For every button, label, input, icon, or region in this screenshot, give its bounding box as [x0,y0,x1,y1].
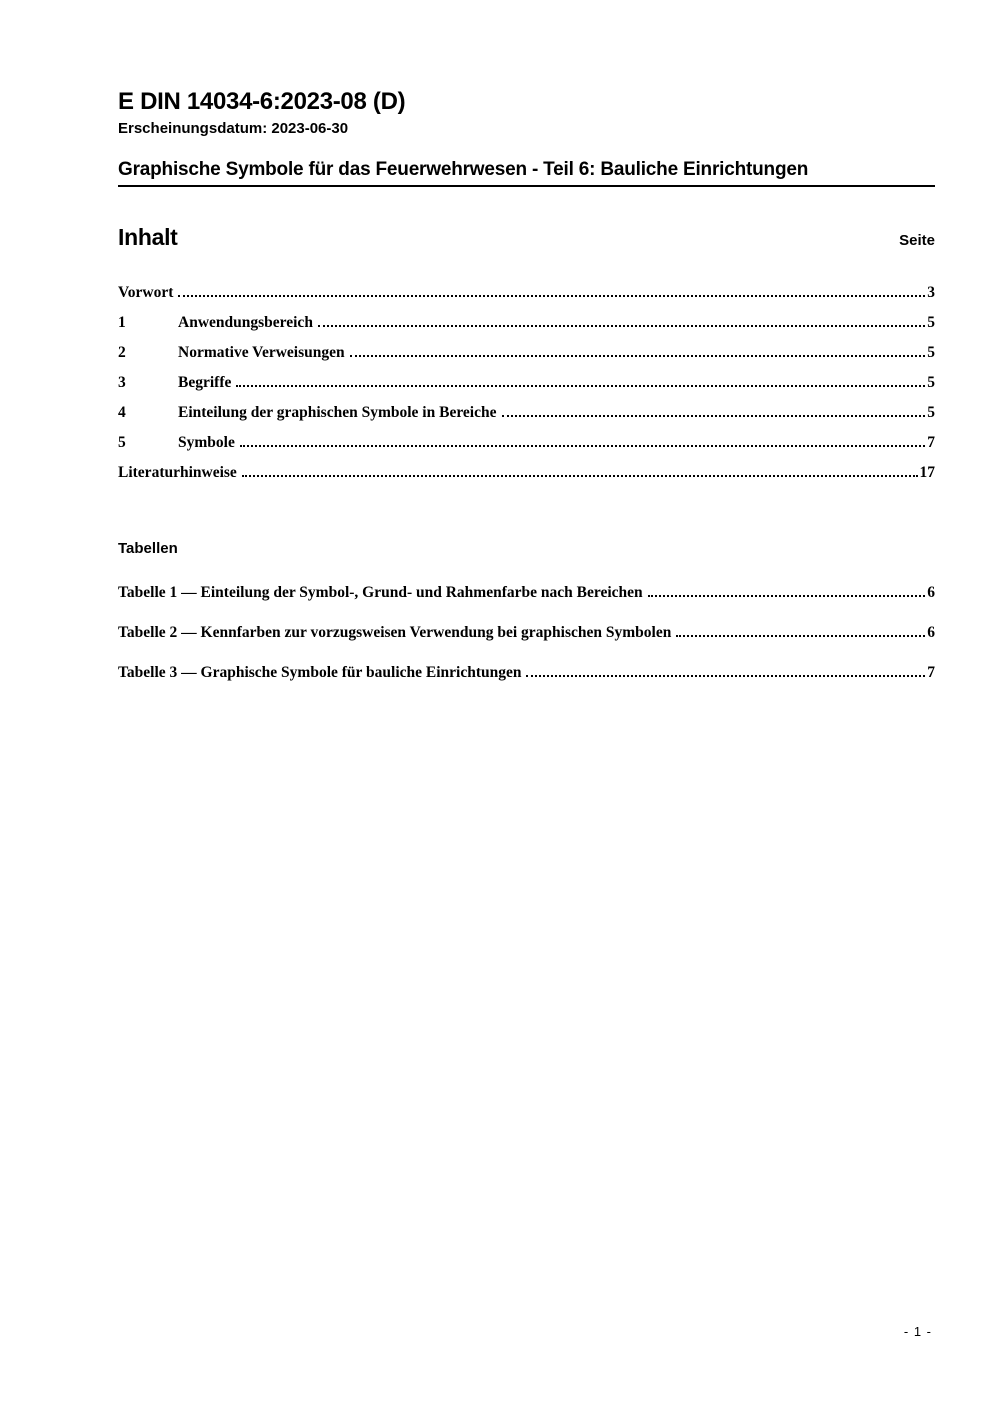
toc-entry-normative-verweisungen[interactable] [118,344,935,374]
toc-entry-begriffe[interactable] [118,374,935,404]
document-title: Graphische Symbole für das Feuerwehrwesen - Teil 6: Bauliche Einrichtungen [118,159,935,187]
toc-entry-label: Symbole [178,434,235,451]
toc-entry-anwendungsbereich[interactable] [118,314,935,344]
toc-entry-label: Literaturhinweise [118,464,237,481]
table-entry-tabelle-2[interactable] [118,624,935,664]
toc-entry-label: Normative Verweisungen [178,344,345,361]
toc-entry-page: 5 [927,344,935,361]
toc-entry-label: Anwendungsbereich [178,314,313,331]
toc-entry-einteilung[interactable] [118,404,935,434]
table-entry-tabelle-3[interactable] [118,664,935,704]
tables-list [118,584,935,704]
dot-leader [676,635,925,637]
dot-leader [502,415,926,417]
table-entry-label: Tabelle 3 — Graphische Symbole für bauliche Einrichtungen [118,664,522,681]
toc-entry-page: 3 [927,284,935,301]
toc-entry-label: Begriffe [178,374,232,391]
toc-page-column-label: Seite [899,232,935,249]
toc-entry-number: 3 [118,374,126,391]
table-entry-page: 6 [927,624,935,641]
table-entry-tabelle-1[interactable] [118,584,935,624]
table-entry-label: Tabelle 2 — Kennfarben zur vorzugsweisen Verwendung bei graphischen Symbolen [118,624,672,641]
footer-page-number: - 1 - [903,1324,932,1339]
toc-heading-row [118,224,935,251]
toc-entry-page: 5 [927,314,935,331]
dot-leader [318,325,925,327]
dot-leader [242,475,918,477]
dot-leader [240,445,925,447]
dot-leader [350,355,926,357]
dot-leader [236,385,925,387]
toc-heading: Inhalt [118,224,178,250]
dot-leader [178,295,925,297]
dot-leader [648,595,926,597]
toc-entry-page: 5 [927,404,935,421]
table-entry-page: 6 [927,584,935,601]
toc-entry-page: 7 [927,434,935,451]
dot-leader [526,675,925,677]
toc-entry-number: 2 [118,344,126,361]
toc-entry-page: 17 [919,464,935,481]
toc-entry-number: 5 [118,434,126,451]
toc-entry-label: Einteilung der graphischen Symbole in Bereiche [178,404,497,421]
tables-section-heading: Tabellen [118,540,178,557]
table-entry-page: 7 [927,664,935,681]
document-number: E DIN 14034-6:2023-08 (D) [118,88,406,115]
toc-list [118,284,935,494]
toc-entry-label: Vorwort [118,284,174,301]
toc-entry-literaturhinweise[interactable] [118,464,935,494]
toc-entry-symbole[interactable] [118,434,935,464]
toc-entry-vorwort[interactable] [118,284,935,314]
toc-entry-number: 4 [118,404,126,421]
release-date: Erscheinungsdatum: 2023-06-30 [118,120,349,137]
toc-entry-page: 5 [927,374,935,391]
table-entry-label: Tabelle 1 — Einteilung der Symbol-, Grund- und Rahmenfarbe nach Bereichen [118,584,643,601]
toc-entry-number: 1 [118,314,126,331]
